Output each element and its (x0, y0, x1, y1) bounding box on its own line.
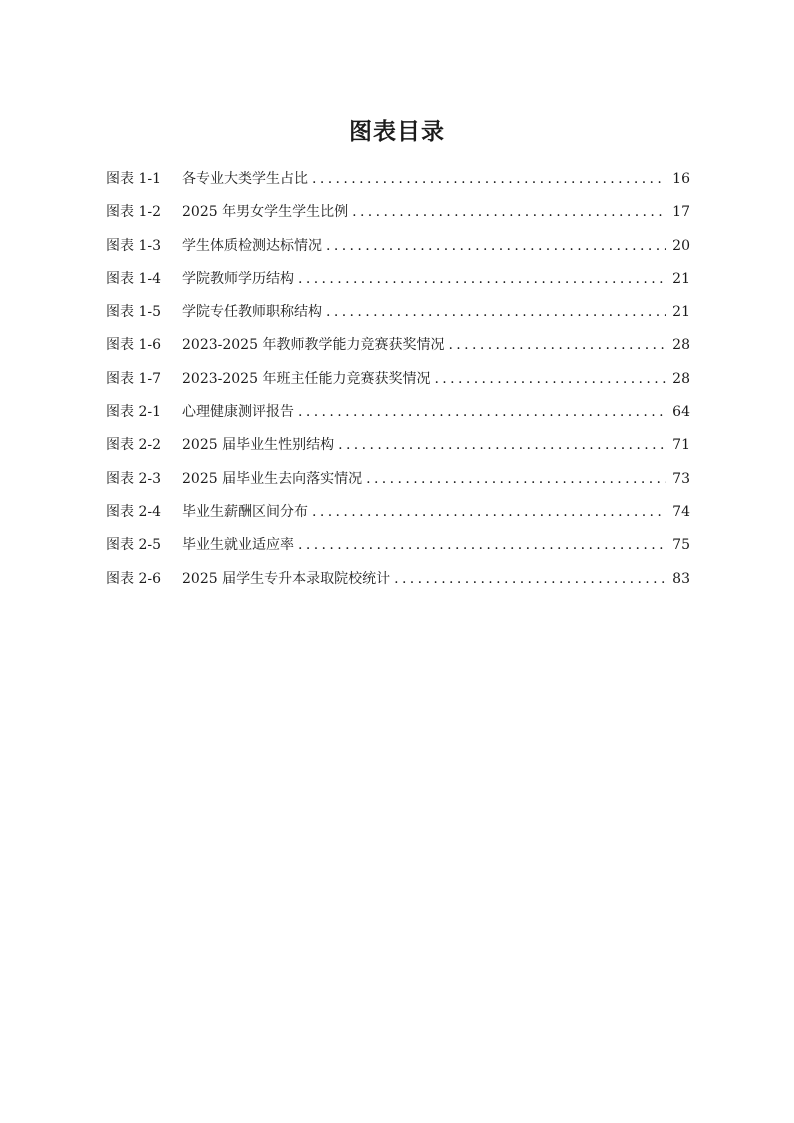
dot-leader (298, 534, 666, 556)
figure-label: 图表 1-4 (106, 270, 161, 287)
page-number: 21 (672, 270, 690, 287)
dot-leader (298, 401, 666, 423)
toc-entry[interactable] (106, 501, 690, 534)
page-number: 16 (672, 171, 690, 187)
toc-entry[interactable] (106, 235, 690, 268)
toc-entry[interactable] (106, 368, 690, 401)
toc-entry[interactable] (106, 334, 690, 367)
figure-label: 图表 2-6 (106, 570, 161, 587)
toc-entry[interactable] (106, 534, 690, 567)
figure-title: 2023-2025 年班主任能力竞赛获奖情况 (182, 370, 431, 387)
figure-title: 心理健康测评报告 (182, 404, 294, 421)
figure-title: 学生体质检测达标情况 (182, 237, 322, 254)
page-number: 73 (672, 470, 690, 487)
figure-title: 2025 届毕业生性别结构 (182, 437, 335, 454)
figure-title: 2025 届学生专升本录取院校统计 (182, 570, 391, 587)
page-number: 17 (672, 204, 690, 221)
figure-label: 图表 1-5 (106, 304, 161, 321)
figure-title: 学院教师学历结构 (182, 270, 294, 287)
toc-entry[interactable] (106, 468, 690, 501)
toc-entry[interactable] (106, 401, 690, 434)
dot-leader (298, 268, 666, 290)
figure-label: 图表 2-5 (106, 537, 161, 554)
dot-leader (312, 501, 666, 523)
figure-title: 2023-2025 年教师教学能力竞赛获奖情况 (182, 337, 445, 354)
page-number: 83 (672, 570, 690, 587)
toc-entry[interactable] (106, 568, 690, 601)
toc-entry[interactable] (106, 201, 690, 234)
toc-entry[interactable] (106, 168, 690, 201)
dot-leader (366, 468, 666, 490)
toc-entry[interactable] (106, 268, 690, 301)
figure-title: 毕业生就业适应率 (182, 537, 294, 554)
page-number: 28 (672, 337, 690, 354)
page-number: 21 (672, 304, 690, 321)
figure-label: 图表 2-1 (106, 404, 161, 421)
page-number: 20 (672, 237, 690, 254)
dot-leader (434, 368, 666, 390)
dot-leader (312, 168, 666, 190)
figure-label: 图表 2-2 (106, 437, 161, 454)
dot-leader (338, 434, 666, 456)
figure-list (106, 168, 690, 601)
dot-leader (352, 201, 666, 223)
dot-leader (326, 235, 666, 257)
figure-title: 毕业生薪酬区间分布 (182, 503, 308, 520)
page-number: 28 (672, 370, 690, 387)
dot-leader (326, 301, 666, 323)
figure-label: 图表 1-1 (106, 171, 161, 187)
figure-title: 学院专任教师职称结构 (182, 304, 322, 321)
page-number: 75 (672, 537, 690, 554)
toc-entry[interactable] (106, 434, 690, 467)
figure-label: 图表 1-3 (106, 237, 161, 254)
figure-title: 各专业大类学生占比 (182, 171, 308, 187)
page-number: 74 (672, 503, 690, 520)
dot-leader (448, 334, 666, 356)
page-number: 71 (672, 437, 690, 454)
page-number: 64 (672, 404, 690, 421)
figure-label: 图表 2-3 (106, 470, 161, 487)
figure-title: 2025 年男女学生学生比例 (182, 204, 349, 221)
figure-label: 图表 1-6 (106, 337, 161, 354)
figure-title: 2025 届毕业生去向落实情况 (182, 470, 363, 487)
figure-label: 图表 2-4 (106, 503, 161, 520)
figure-label: 图表 1-7 (106, 370, 161, 387)
page-title: 图表目录 (349, 119, 445, 145)
figure-label: 图表 1-2 (106, 204, 161, 221)
toc-entry[interactable] (106, 301, 690, 334)
dot-leader (394, 568, 666, 590)
